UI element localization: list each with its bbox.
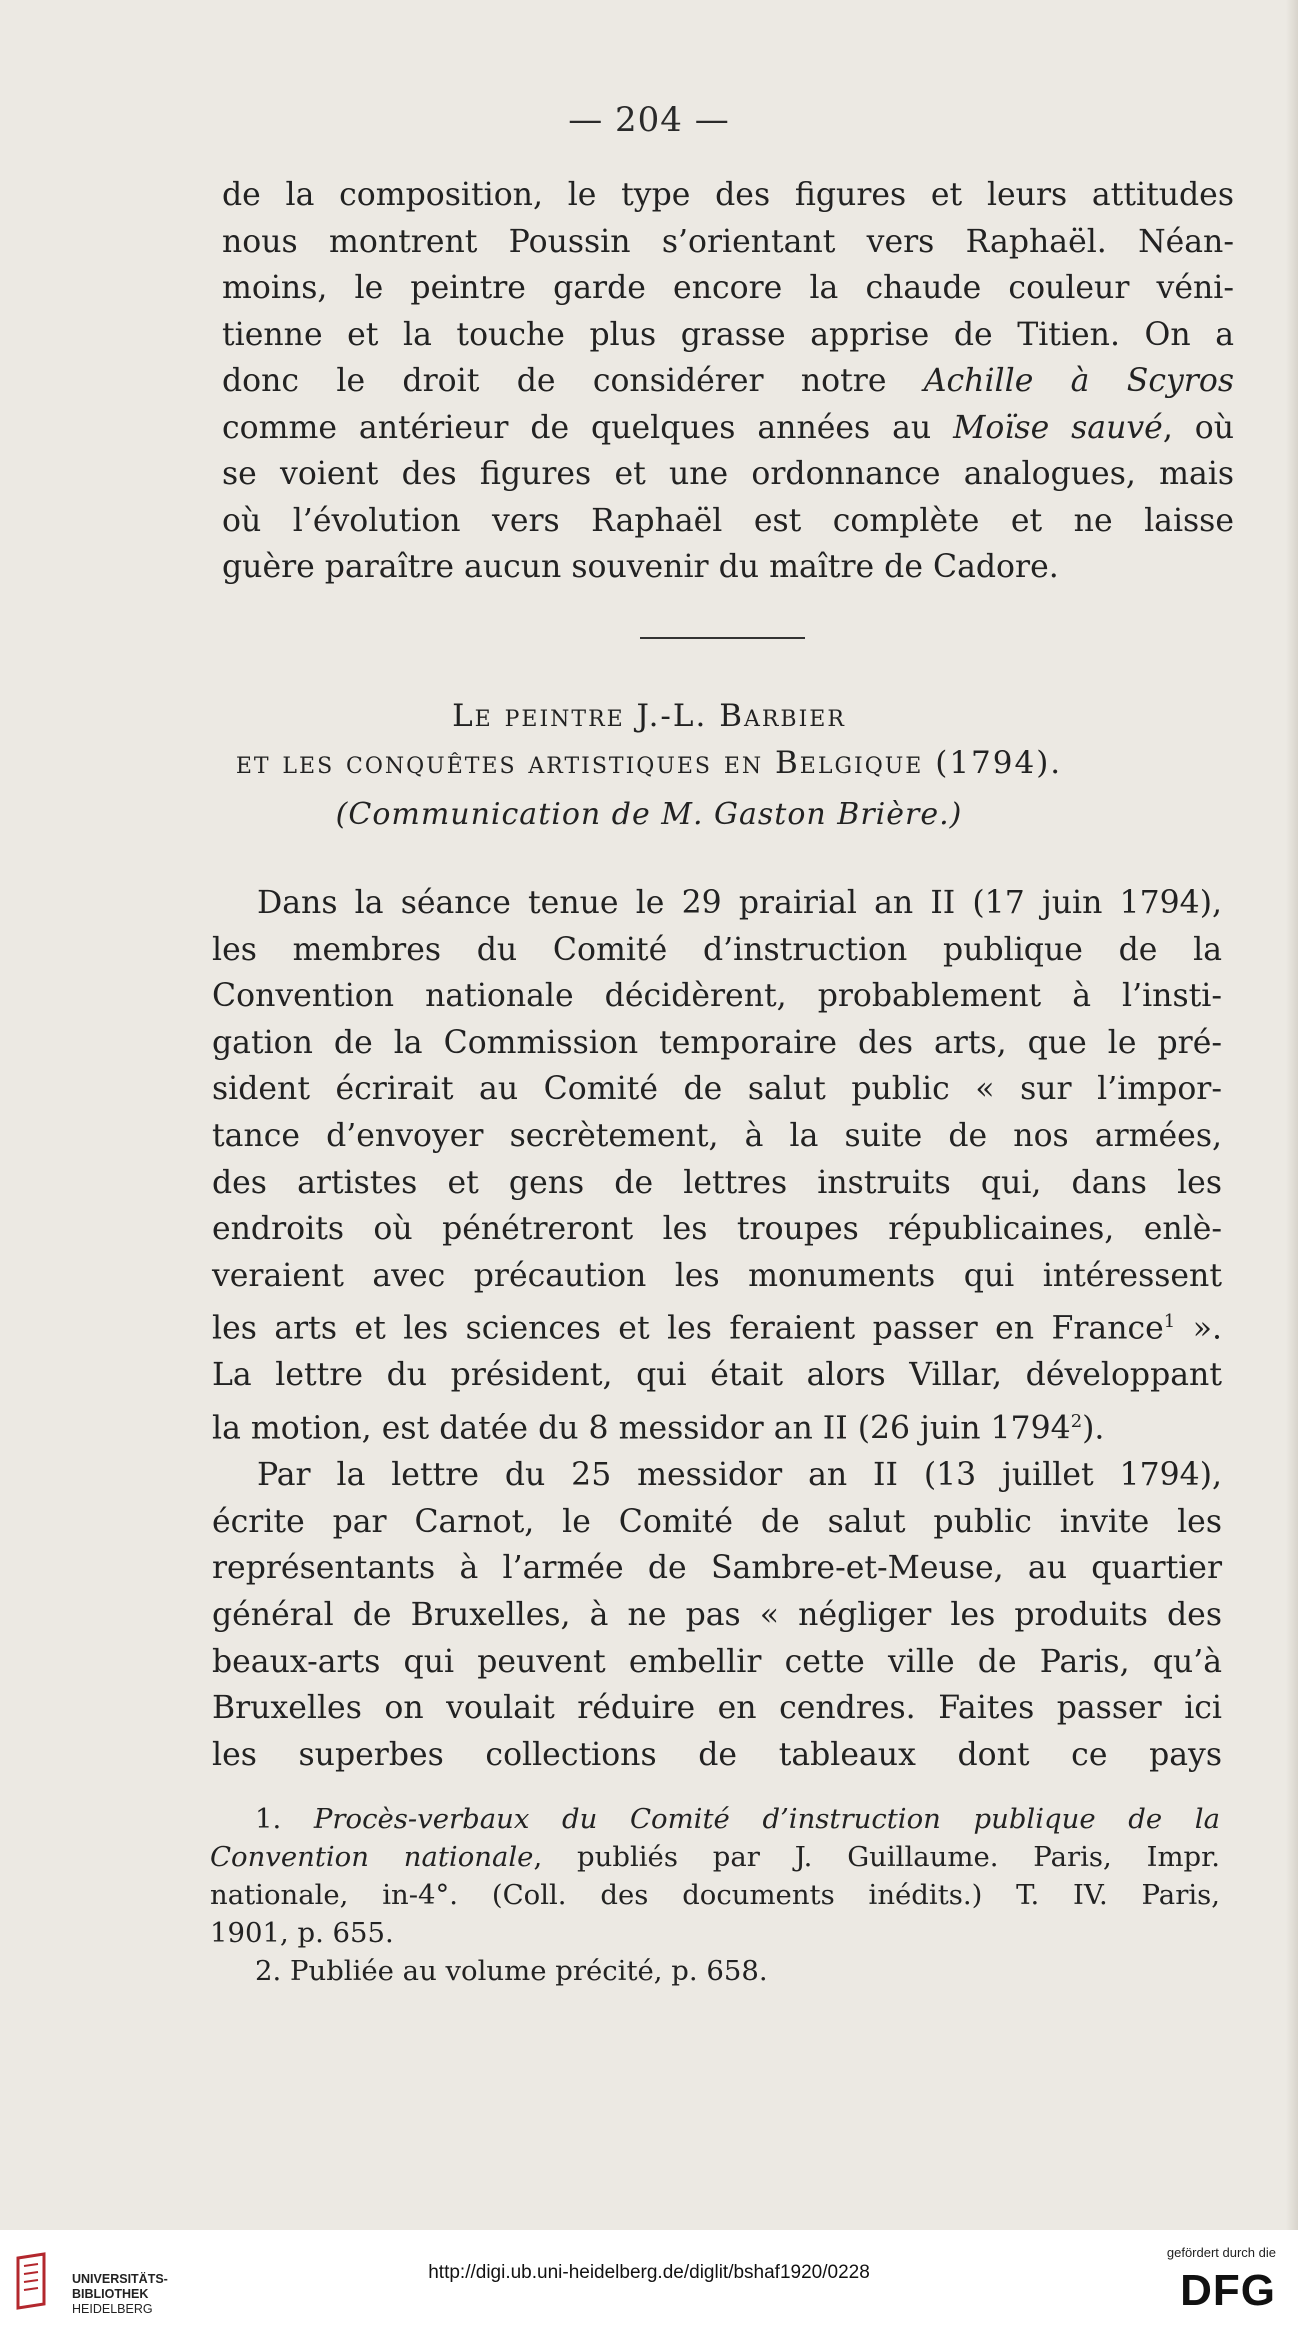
text-line: les arts et les sciences et les feraient passer en France$^1$ ». (212, 1310, 1222, 1347)
footnote-line: 1. Procès-verbaux du Comité d’instruction publique de la (255, 1803, 1220, 1835)
text-line: général de Bruxelles, à ne pas « négliger les produits des (212, 1596, 1222, 1633)
text-line: comme antérieur de quelques années au Moïse sauvé, où (222, 409, 1234, 446)
text-line: les superbes collections de tableaux dont ce pays (212, 1736, 1222, 1773)
footnotes (210, 1800, 1220, 1990)
text-line: se voient des figures et une ordonnance analogues, mais (222, 456, 1234, 492)
section-divider (640, 637, 805, 639)
funding-note: gefördert durch die (1166, 2245, 1276, 2260)
text-line: Par la lettre du 25 messidor an II (13 juillet 1794), (257, 1457, 1222, 1494)
paragraph-intro (222, 172, 1234, 591)
text-line: tienne et la touche plus grasse apprise de Titien. On a (222, 316, 1234, 353)
section-byline: (Communication de M. Gaston Brière.) (335, 797, 963, 832)
text-line: sident écrirait au Comité de salut public « sur l’impor- (212, 1071, 1222, 1108)
text-line: Convention nationale décidèrent, probablement à l’insti- (212, 978, 1222, 1015)
italic-title: Achille à Scyros (923, 363, 1234, 399)
library-name: UNIVERSITÄTS- BIBLIOTHEK HEIDELBERG (72, 2272, 168, 2316)
permalink[interactable]: http://digi.ub.uni-heidelberg.de/diglit/bshaf1920/0228 (428, 2262, 870, 2283)
text-line: Bruxelles on voulait réduire en cendres. Faites passer ici (212, 1690, 1222, 1727)
text-line: Dans la séance tenue le 29 prairial an II (17 juin 1794), (257, 885, 1222, 921)
text-line: donc le droit de considérer notre Achille à Scyros (222, 363, 1234, 399)
footnote-ref: 1 (1163, 1311, 1176, 1333)
text-line: des artistes et gens de lettres instruits qui, dans les (212, 1164, 1222, 1201)
text-line: où l’évolution vers Raphaël est complète et ne laisse (222, 502, 1234, 539)
viewer-footer (0, 2230, 1298, 2325)
text-line: la motion, est datée du 8 messidor an II (26 juin 1794$^2$). (212, 1410, 1105, 1447)
dfg-logo[interactable]: DFG (1180, 2266, 1276, 2315)
text-line: représentants à l’armée de Sambre-et-Meuse, au quartier (212, 1550, 1222, 1587)
footnote-line: 1901, p. 655. (210, 1917, 394, 1949)
text-line: les membres du Comité d’instruction publique de la (212, 931, 1222, 968)
text-line: guère paraître aucun souvenir du maître de Cadore. (222, 549, 1059, 585)
text-line: veraient avec précaution les monuments qui intéressent (212, 1257, 1222, 1294)
text-line: gation de la Commission temporaire des arts, que le pré- (212, 1024, 1222, 1061)
footnote-line: nationale, in-4°. (Coll. des documents inédits.) T. IV. Paris, (210, 1879, 1220, 1911)
text-line: moins, le peintre garde encore la chaude couleur véni- (222, 270, 1234, 306)
section-title: Le peintre J.-L. Barbier (452, 698, 846, 734)
text-line: endroits où pénétreront les troupes républicaines, enlè- (212, 1211, 1222, 1248)
text-line: beaux-arts qui peuvent embellir cette ville de Paris, qu’à (212, 1643, 1222, 1680)
text-line: tance d’envoyer secrètement, à la suite de nos armées, (212, 1117, 1222, 1154)
italic-title: Moïse sauvé (953, 409, 1163, 446)
page-number: — 204 — (568, 100, 730, 140)
footnote-ref: 2 (1070, 1411, 1083, 1433)
footnote-line: 2. Publiée au volume précité, p. 658. (255, 1955, 768, 1987)
footnote-line: Convention nationale, publiés par J. Guillaume. Paris, Impr. (210, 1841, 1220, 1873)
page-edge-shadow (1286, 0, 1298, 2230)
section-subtitle: et les conquêtes artistiques en Belgique (1794). (235, 745, 1063, 781)
paragraph-body (212, 880, 1222, 1778)
text-line: La lettre du président, qui était alors Villar, développant (212, 1357, 1222, 1394)
text-line: écrite par Carnot, le Comité de salut public invite les (212, 1503, 1222, 1540)
text-line: nous montrent Poussin s’orientant vers Raphaël. Néan- (222, 223, 1234, 260)
text-line: de la composition, le type des figures et leurs attitudes (222, 177, 1234, 213)
